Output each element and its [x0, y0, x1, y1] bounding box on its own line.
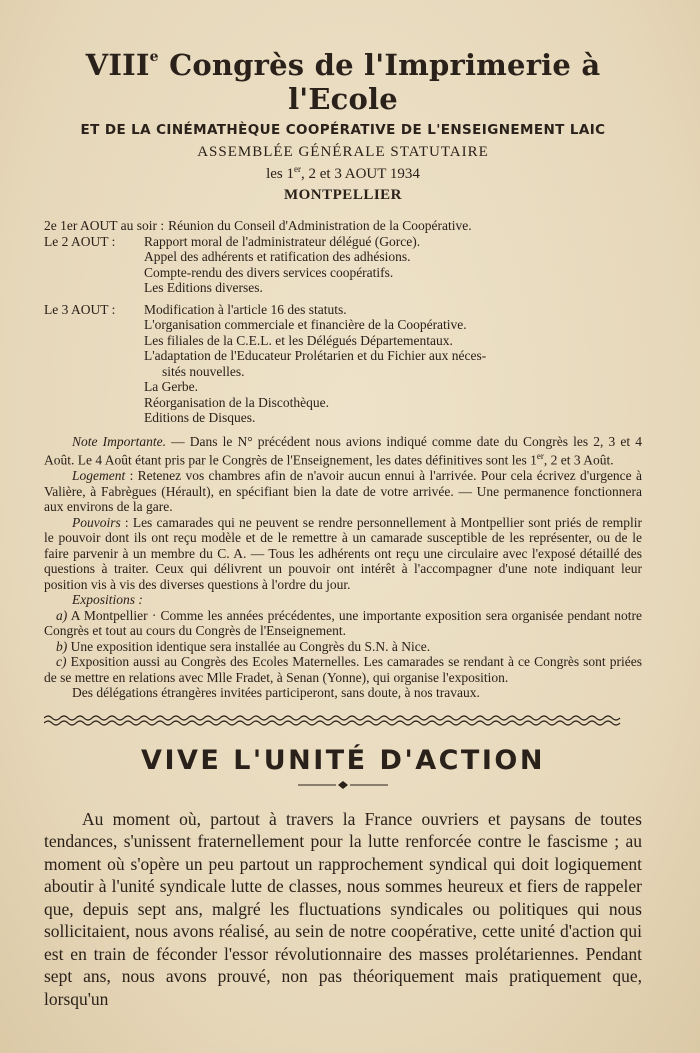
expo-b-text: Une exposition identique sera installée au Congrès du S.N. à Nice. [67, 638, 431, 654]
page-title [44, 40, 642, 116]
day-3-item: La Gerbe. [144, 379, 198, 394]
note-superscript: er [536, 451, 544, 461]
dates-pre: les 1 [266, 166, 295, 182]
day-3-item: Les filiales de la C.E.L. et les Délégués Départementaux. [144, 332, 453, 348]
day-3-item: sités nouvelles. [162, 363, 245, 379]
day-3-item: Editions de Disques. [144, 410, 256, 425]
day-2-items [144, 234, 642, 296]
note-text-end: , 2 et 3 Août. [543, 452, 614, 468]
article-paragraph: Au moment où, partout à travers la France ouvriers et paysans de toutes tendances, s'unissent fraternellement pour la lutte renforcée contre le fascisme ; au moment où s'opère un peu partout un rapprochement syndical qui doit logiquement aboutir à l'unité syndicale lutte de classes, nous sommes heureux et fiers de rappeler que, depuis sept ans, malgré les fluctuations syndicales ou politiques qui nous sollicitaient, nous avons réalisé, au sein de notre coopérative, cette unité d'action qui est en train de féconder l'essor révolutionnaire des masses prolétariennes. Pendant sept ans, nous avons prouvé, non pas théoriquement mais pratiquement que, lorsqu'un [44, 808, 642, 1009]
expo-a-text: A Montpellier · Comme les années précédentes, une importante exposition sera organisée pendant notre Congrès et tout au cours du Congrès de l'Enseignement. [44, 607, 642, 638]
note-label: Note Importante. [72, 433, 166, 449]
dates-post: , 2 et 3 AOUT 1934 [301, 166, 420, 182]
logement-text: : Retenez vos chambres afin de n'avoir aucun ennui à l'arrivée. Pour cela écrivez d'urgence à Valière, à Fabrègues (Hérault), en spécifiant bien la date de votre arrivée. — Une permanence fonctionnera aux environs de la gare. [44, 468, 642, 514]
program-day-3 [44, 302, 642, 426]
day-2-item: Appel des adhérents et ratification des adhésions. [144, 249, 411, 264]
day-2-item: Rapport moral de l'administrateur délégué (Gorce). [144, 233, 421, 249]
program-day-2 [44, 234, 642, 296]
dates-superscript: er [294, 164, 302, 174]
assembly-heading: ASSEMBLÉE GÉNÉRALE STATUTAIRE [197, 144, 489, 160]
note-pouvoirs [44, 515, 642, 593]
day-2-item: Les Editions diverses. [144, 280, 263, 295]
expositions-label: Expositions : [72, 592, 143, 607]
note-importante [44, 434, 642, 469]
ornament-divider [298, 780, 388, 790]
article-body [44, 808, 642, 1011]
subtitle: ET DE LA CINÉMATHÈQUE COOPÉRATIVE DE L'ENSEIGNEMENT LAIC [80, 122, 606, 138]
day-2-label: Le 2 AOUT : [44, 233, 116, 249]
day-3-item: Modification à l'article 16 des statuts. [144, 301, 347, 317]
day-1-item: Réunion du Conseil d'Administration de la Coopérative. [168, 218, 472, 233]
article-heading: VIVE L'UNITÉ D'ACTION [141, 744, 545, 776]
day-3-item: L'organisation commerciale et financière de la Coopérative. [144, 317, 467, 332]
day-3-label: Le 3 AOUT : [44, 301, 116, 317]
title-roman: VIII [85, 48, 150, 82]
pouvoirs-label: Pouvoirs [72, 514, 121, 530]
congress-dates [44, 164, 642, 183]
logement-label: Logement [72, 468, 126, 483]
program-day-1 [44, 218, 642, 234]
expo-c [44, 654, 642, 685]
day-3-items [144, 302, 642, 426]
day-3-item: L'adaptation de l'Educateur Prolétarien et du Fichier aux néces- [144, 348, 487, 363]
title-rest: Congrès de l'Imprimerie à l'Ecole [158, 48, 601, 116]
day-1-label: 2e 1er AOUT au soir : [44, 218, 165, 233]
expo-c-mark: c) [56, 654, 67, 669]
expo-b [44, 639, 642, 655]
expo-a-mark: a) [56, 607, 68, 623]
pouvoirs-text: : Les camarades qui ne peuvent se rendre personnellement à Montpellier sont priés de remplir le pouvoir dont ils ont reçu modèle et de le remettre à un camarade susceptible de les représenter, ou de le faire parvenir à un membre du C. A. — Tous les adhérents ont reçu une circulaire avec l'exposé détaillé des questions à traiter. Ceux qui délivrent un pouvoir ont intérêt à l'accompagner d'une note indiquant leur position vis à vis des diverses questions à l'ordre du jour. [44, 514, 642, 592]
congress-city: MONTPELLIER [283, 187, 402, 203]
note-logement [44, 468, 642, 515]
note-text: — Dans le N° précédent nous avions indiqué comme date du Congrès les 2, 3 et 4 Août. Le 4 Août étant pris par le Congrès de l'Enseignement, les dates définitives sont les 1 [44, 433, 642, 468]
wavy-divider [44, 713, 642, 727]
expo-b-mark: b) [56, 638, 68, 654]
notes-section [44, 434, 642, 701]
title-superscript: e [149, 49, 159, 65]
day-3-item: Réorganisation de la Discothèque. [144, 394, 329, 410]
expo-c-text: Exposition aussi au Congrès des Ecoles Maternelles. Les camarades se rendant à ce Congrès sont priées de se mettre en relations avec Mlle Fradet, à Senan (Yonne), qui organise l'exposition. [44, 654, 642, 685]
delegations-text: Des délégations étrangères invitées participeront, sans doute, à nos travaux. [72, 685, 480, 700]
program-schedule [44, 218, 642, 426]
day-2-item: Compte-rendu des divers services coopératifs. [144, 264, 394, 280]
expo-a [44, 608, 642, 639]
